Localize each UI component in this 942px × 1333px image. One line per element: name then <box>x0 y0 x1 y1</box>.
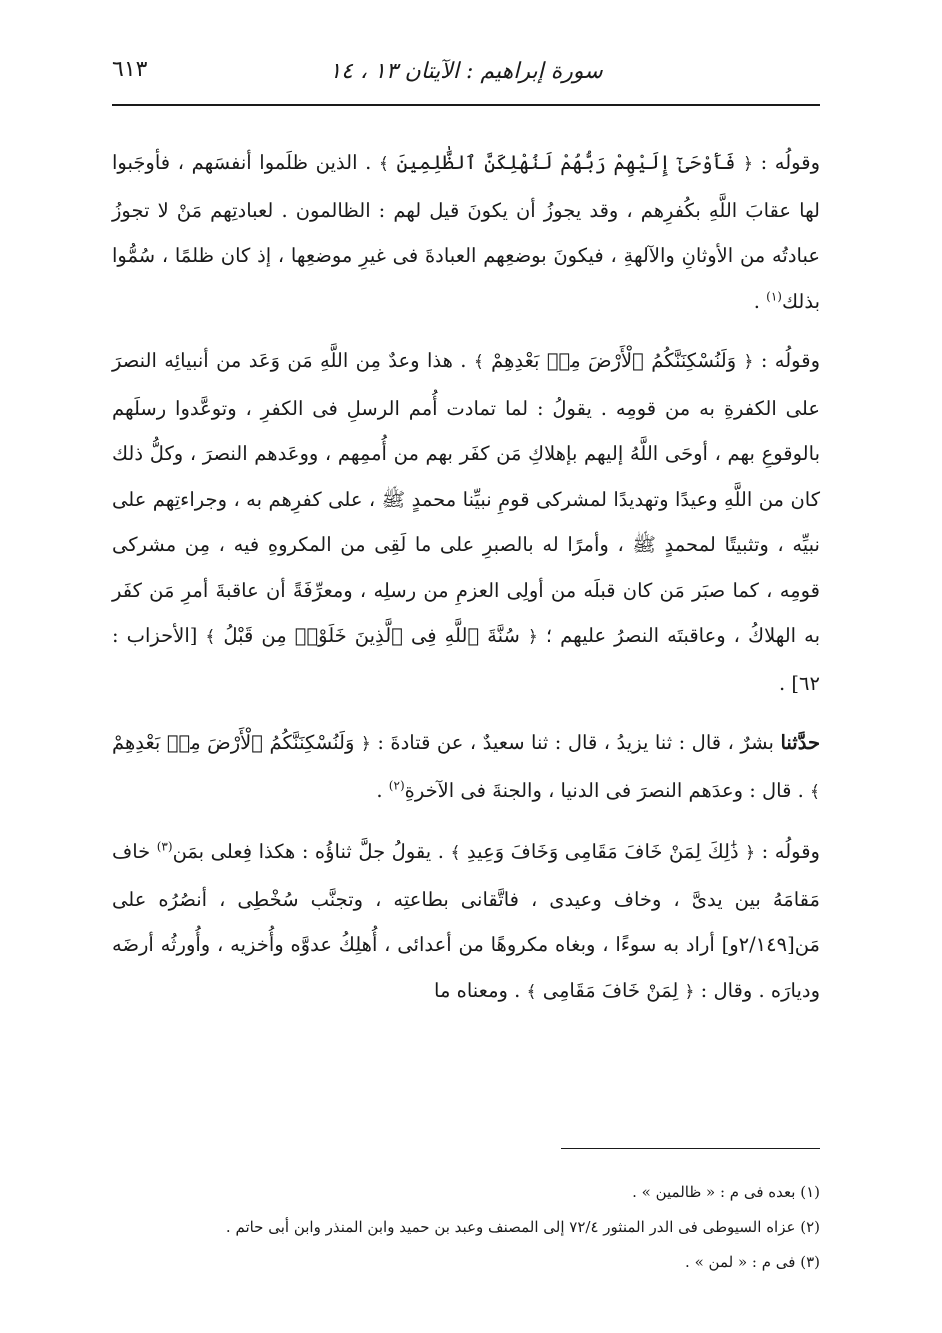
quran-open-bracket: ﴿ <box>360 734 371 754</box>
footnote-marker: (٢) <box>388 778 405 792</box>
paragraph-text: خاف مَقامَهُ بين يدىَّ ، وخاف وعيدى ، فاتَّقانى بطاعتِه ، وتجنَّب سُخْطِى ، أنصُرُه على مَن[٢/١٤٩و] أراد به سوءًا ، وبغاه مكروهًا من أعدائى ، أُهلِكُ عدوَّه وأُخزيه ، وأُورثُه أرضَه وديارَه . وقال : <box>112 840 820 1002</box>
paragraph-text: . ومعناه ما <box>434 978 527 1002</box>
footnote-3: (٣) فى م : « لمن » . <box>685 1253 820 1271</box>
quran-open-bracket: ﴿ <box>743 352 754 372</box>
hadith-lead: حدَّثنا <box>780 731 820 754</box>
paragraph-lead: وقولُه : <box>753 349 820 372</box>
paragraph-text: بشرٌ ، قال : ثنا يزيدُ ، قال : ثنا سعيدٌ ، عن قتادةَ : <box>370 731 781 754</box>
quran-open-bracket: ﴿ <box>745 843 756 863</box>
paragraph-3 <box>112 720 820 815</box>
quran-verse: وَلَنُسْكِنَنَّكُمُ ٱلْأَرْضَ مِنۢ بَعْدِهِمْ <box>483 349 744 372</box>
running-title: سورة إبراهيم : الآيتان ١٣ ، ١٤ <box>329 59 603 84</box>
page-header <box>112 55 820 95</box>
quran-close-bracket: ﴾ <box>526 981 537 1002</box>
paragraph-2 <box>112 338 820 706</box>
quran-open-bracket: ﴿ <box>743 154 753 174</box>
paragraph-end: . <box>753 289 767 313</box>
quran-verse: ذَٰلِكَ لِمَنْ خَافَ مَقَامِى وَخَافَ وَعِيدِ <box>460 840 746 863</box>
paragraph-1 <box>112 140 820 324</box>
paragraph-text: . هذا وعدٌ مِن اللَّهِ مَن وَعَد من أنبيائِه النصرَ على الكفرةِ به من قومِه . يقولُ : لما تمادت أُمم الرسلِ فى الكفرِ ، وتوعَّدوا رسلَهم بالوقوعِ بهم ، أوحَى اللَّهُ إليهم بإهلاكِ مَن كفَر بهم من أُممِهم ، ووعَدهم النصرَ ، وكلُّ ذلك كان من اللَّهِ وعيدًا وتهديدًا لمشركى قومِ نبيِّنا محمدٍ ﷺ ، على كفرِهم به ، وجراءتِهم على نبيِّه ، وتثبيتًا لمحمدٍ ﷺ ، وأمرًا له بالصبرِ على ما لَقِى من المكروهِ فيه ، مِن مشركى قومِه ، كما صبَر مَن كان قبلَه من أولِى العزمِ من رسلِه ، ومعرِّفَةً أن عاقبةَ أمرِ مَن كفَر به الهلاكُ ، وعاقبتَه النصرُ عليهم ؛ <box>112 349 820 647</box>
paragraph-text: . الذين ظلَموا أنفسَهم ، فأوجَبوا لها عقابَ اللَّهِ بكُفرِهم ، وقد يجوزُ أن يكونَ قيل لهم : الظالمون . لعبادتِهم مَنْ لا تجوزُ عبادتُه من الأوثانِ والآلهةِ ، فيكونَ بوضعِهم العبادةَ فى غيرِ موضعِها ، إذ كان ظلمًا ، سُمُّوا بذلك <box>112 151 820 313</box>
quran-close-bracket: ﴾ <box>205 627 216 647</box>
paragraph-text: . قال : وعدَهم النصرَ فى الدنيا ، والجنةَ فى الآخرةِ <box>404 778 811 802</box>
quran-verse: لِمَنْ خَافَ مَقَامِى <box>536 978 685 1002</box>
footnote-1: (١) بعده فى م : « ظالمين » . <box>632 1183 820 1201</box>
footnote-marker: (١) <box>766 289 782 303</box>
quran-reference: [الأحزاب : ٦٢] . <box>112 624 820 695</box>
quran-close-bracket: ﴾ <box>378 154 389 174</box>
paragraph-end: . <box>376 778 389 802</box>
quran-open-bracket: ﴿ <box>527 627 538 647</box>
paragraph-lead: وقولُه : <box>755 840 820 863</box>
paragraph-text: . يقولُ جلَّ ثناؤُه : هكذا فِعلى بمَن <box>172 840 451 863</box>
footnote-rule <box>561 1148 820 1149</box>
quran-verse: سُنَّةَ ٱللَّهِ فِى ٱلَّذِينَ خَلَوْا۟ مِن قَبْلُ <box>215 624 528 647</box>
header-rule <box>112 104 820 106</box>
page-number: ٦١٣ <box>112 57 148 82</box>
main-text <box>112 140 820 1029</box>
footnote-marker: (٣) <box>156 839 173 854</box>
quran-verse: وَلَنُسْكِنَنَّكُمُ ٱلْأَرْضَ مِنۢ بَعْدِهِمْ <box>112 731 361 754</box>
paragraph-4 <box>112 829 820 1015</box>
quran-verse: فَأَوْحَىٰٓ إِلَيْهِمْ رَبُّهُمْ لَنُهْلِكَنَّ ٱلظَّٰلِمِينَ <box>388 151 744 174</box>
quran-close-bracket: ﴾ <box>450 843 461 863</box>
quran-open-bracket: ﴿ <box>684 981 695 1002</box>
quran-close-bracket: ﴾ <box>473 352 484 372</box>
footnote-2: (٢) عزاه السيوطى فى الدر المنثور ٧٢/٤ إلى المصنف وعبد بن حميد وابن المنذر وابن أبى حاتم . <box>225 1218 820 1236</box>
paragraph-lead: وقولُه : <box>753 151 820 174</box>
quran-close-bracket: ﴾ <box>810 781 820 802</box>
footnotes <box>112 1175 820 1280</box>
